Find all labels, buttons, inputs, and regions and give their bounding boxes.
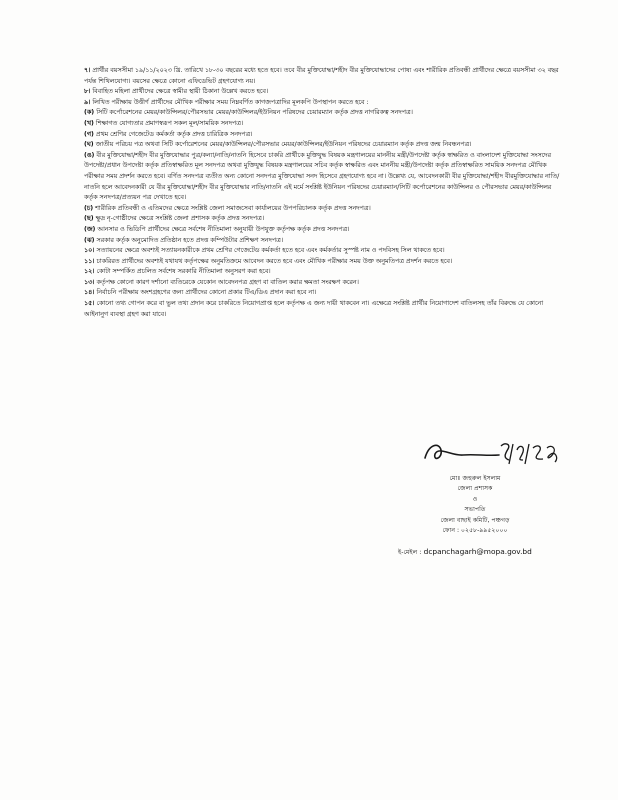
clause-item (84, 151, 564, 204)
clause-item (84, 98, 564, 109)
signatory-chair: সভাপতি (464, 506, 486, 514)
clause-item (84, 214, 564, 225)
clause-item (84, 299, 564, 320)
clause-item (84, 130, 564, 141)
clause-text: বীর মুক্তিযোদ্ধা/শহীদ বীর মুক্তিযোদ্ধার পুত্র/কন্যা/নাতি/নাতনি হিসেবে চাকরি প্রার্থীকে মুক্তিযুদ্ধ বিষয়ক মন্ত্রণালয়ের মাননীয় মন্ত্রী/উপদেষ্টা কর্তৃক স্বাক্ষরিত ও বাংলাদেশ মুক্তিযোদ্ধা সংসদের উপদেষ্টা/প্রধান উপদেষ্টা কর্তৃক প্রতিস্বাক্ষরিত মূল সনদপত্র অথবা মুক্তিযুদ্ধ বিষয়ক মন্ত্রণালয়ের সচিব কর্তৃক স্বাক্ষরিত এবং মাননীয় মন্ত্রী/উপদেষ্টা কর্তৃক প্রতিস্বাক্ষরিত সাময়িক সনদপত্র মৌখিক পরীক্ষার সময় প্রদর্শন করতে হবে। বর্ণিত সনদপত্র ব্যতীত অন্য কোনো সনদপত্র মুক্তিযোদ্ধা সনদ হিসেবে গ্রহণযোগ্য হবে না। উল্লেখ্য যে, আবেদনকারী বীর মুক্তিযোদ্ধা/শহীদ বীরমুক্তিযোদ্ধার নাতি/নাতনি হলে আবেদনকারী যে বীর মুক্তিযোদ্ধা/শহীদ বীর মুক্তিযোদ্ধার নাতি/নাতনি এই মর্মে সংশ্লিষ্ট ইউনিয়ন পরিষদের চেয়ারম্যান/সিটি কর্পোরেশনের কাউন্সিলর ও পৌরসভার মেয়র/কাউন্সিলর কর্তৃক সনদপত্র/প্রত্যয়ন পত্র দেখাতে হবে। (84, 151, 560, 202)
clause-item (84, 246, 564, 257)
clause-number: (ক) (84, 109, 95, 117)
signatory-designation: জেলা প্রশাসক (457, 485, 493, 493)
clause-text: কোটা সম্পর্কিত প্রচলিত সর্বশেষ সরকারি নীতিমালা অনুসরণ করা হবে। (96, 268, 271, 276)
clause-number: (চ) (84, 204, 94, 212)
clause-number: ১৫। (84, 300, 95, 308)
clause-item (84, 267, 564, 278)
clause-item (84, 225, 564, 236)
clause-text: প্রথম শ্রেণির গেজেটেড কর্মকর্তা কর্তৃক প্রদত্ত চারিত্রিক সনদপত্র। (95, 130, 253, 138)
email-label: ই-মেইল : (398, 549, 422, 556)
clause-number: ১০। (84, 247, 95, 255)
clause-item (84, 257, 564, 268)
signatory-and: ও (472, 495, 478, 503)
handwritten-signature (405, 436, 565, 470)
clause-item (84, 140, 564, 151)
clause-number: (গ) (84, 130, 94, 138)
clause-text: সিটি কর্পোরেশনের মেয়র/কাউন্সিলর/পৌরসভার মেয়র/কাউন্সিলর/ইউনিয়ন পরিষদের চেয়ারম্যান কর্তৃক প্রদত্ত নাগরিকত্ব সনদপত্র। (96, 109, 413, 117)
clause-item (84, 108, 564, 119)
email-address: dcpanchagarh@mopa.gov.bd (423, 547, 532, 556)
clause-item (84, 87, 564, 98)
clause-number: (জ) (84, 225, 96, 233)
clause-item (84, 236, 564, 247)
clause-text: প্রার্থীর বয়সসীমা ১৯/১১/২০২৩ খ্রি. তারিখে ১৮-৩০ বছরের মধ্যে হতে হবে। তবে বীর মুক্তিযোদ্ধা/শহীদ বীর মুক্তিযোদ্ধাদের পোষ্য এবং শারীরিক প্রতিবন্ধী প্রার্থীদের ক্ষেত্রে বয়সসীমা ৩২ বছর পর্যন্ত শিথিলযোগ্য। বয়সের ক্ষেত্রে কোনো এফিডেভিট গ্রহণযোগ্য নয়। (84, 67, 559, 85)
conditions-list (84, 66, 564, 320)
clause-text: শারীরিক প্রতিবন্ধী ও এতিমদের ক্ষেত্রে সংশ্লিষ্ট জেলা সমাজসেবা কার্যালয়ের উপপরিচালক কর্তৃক প্রদত্ত সনদপত্র। (95, 204, 371, 212)
signatory-block (400, 474, 550, 536)
clause-text: আনসার ও ভিডিপি প্রার্থীদের ক্ষেত্রে সর্বশেষ নীতিমালা অনুযায়ী উপযুক্ত কর্তৃপক্ষ কর্তৃক প্রদত্ত সনদপত্র। (97, 225, 350, 233)
clause-number: ৯। (84, 98, 91, 106)
clause-text: সত্যায়নের ক্ষেত্রে অবশ্যই সত্যায়নকারীকে প্রথম শ্রেণির গেজেটেড কর্মকর্তা হতে হবে এবং কর্মকর্তার সুস্পষ্ট নাম ও পদবিসহ সিল থাকতে হবে। (96, 247, 445, 255)
clause-text: চাকরিরত প্রার্থীদের অবশ্যই যথাযথ কর্তৃপক্ষের অনুমতিক্রমে আবেদন করতে হবে এবং মৌখিক পরীক্ষার সময় উক্ত অনুমতিপত্র প্রদর্শন করতে হবে। (96, 257, 453, 265)
clause-text: বিবাহিত মহিলা প্রার্থীদের ক্ষেত্রে স্বামীর স্থায়ী ঠিকানা উল্লেখ করতে হবে। (92, 88, 269, 96)
clause-text: শিক্ষাগত যোগ্যতার প্রমাণস্বরূপ সকল মূল/সাময়িক সনদপত্র। (95, 119, 244, 127)
clause-item (84, 288, 564, 299)
phone-number: ফোন : ০২৫৮-৯৯৫২০০০ (442, 527, 508, 535)
clause-item (84, 204, 564, 215)
clause-text: ক্ষুদ্র নৃ-গোষ্ঠীদের ক্ষেত্রে সংশ্লিষ্ট জেলা প্রশাসক কর্তৃক প্রদত্ত সনদপত্র। (95, 215, 264, 223)
clause-number: ১১। (84, 257, 95, 265)
clause-text: নির্বাচনি পরীক্ষায় অংশগ্রহণের জন্য প্রার্থীদের কোনো প্রকার টিএ/ডিএ প্রদান করা হবে না। (96, 289, 317, 297)
clause-number: (ঘ) (84, 141, 94, 149)
clause-item (84, 66, 564, 87)
clause-text: কোনো তথ্য গোপন করে বা ভুল তথ্য প্রদান করে চাকরিতে নিয়োগপ্রাপ্ত হলে কর্তৃপক্ষ এ জন্য দায়ী থাকবেন না। এক্ষেত্রে সংশ্লিষ্ট প্রার্থীর নিয়োগাদেশ বাতিলসহ তাঁর বিরুদ্ধে যে কোনো আইনানুগ ব্যবস্থা গ্রহণ করা যাবে। (84, 300, 544, 318)
clause-text: সরকার কর্তৃক অনুমোদিত প্রতিষ্ঠান হতে প্রদত্ত কম্পিউটার প্রশিক্ষণ সনদপত্র। (96, 236, 283, 244)
email-line (398, 547, 568, 558)
clause-number: ১২। (84, 268, 95, 276)
clause-number: ৮। (84, 88, 91, 96)
clause-item (84, 119, 564, 130)
clause-text: জাতীয় পরিচয় পত্র অথবা সিটি কর্পোরেশনের মেয়র/কাউন্সিলর/পৌরসভার মেয়র/কাউন্সিলর/ইউনিয়ন পরিষদের চেয়ারম্যান কর্তৃক প্রদত্ত জন্ম নিবন্ধনপত্র। (95, 141, 472, 149)
clause-text: কর্তৃপক্ষ কোনো কারণ দর্শানো ব্যতিরেকে যেকোন আবেদনপত্র গ্রহণ বা বাতিল করার ক্ষমতা সংরক্ষণ করেন। (96, 278, 359, 286)
clause-number: (খ) (84, 119, 94, 127)
clause-text: লিখিত পরীক্ষায় উত্তীর্ণ প্রার্থীদের মৌখিক পরীক্ষার সময় নিম্নবর্ণিত কাগজপত্রাদির মূলকপি উপস্থাপন করতে হবে : (92, 98, 369, 106)
clause-item (84, 278, 564, 289)
committee-name: জেলা বাছাই কমিটি, পঞ্চগড় (440, 516, 510, 524)
clause-number: (ঝ) (84, 236, 95, 244)
clause-number: (ছ) (84, 215, 94, 223)
clause-number: ৭। (84, 67, 91, 74)
signatory-name: মোঃ জহুরুল ইসলাম (449, 475, 501, 482)
clause-number: (ঙ) (84, 151, 95, 159)
clause-number: ১৩। (84, 278, 95, 286)
clause-number: ১৪। (84, 289, 95, 297)
